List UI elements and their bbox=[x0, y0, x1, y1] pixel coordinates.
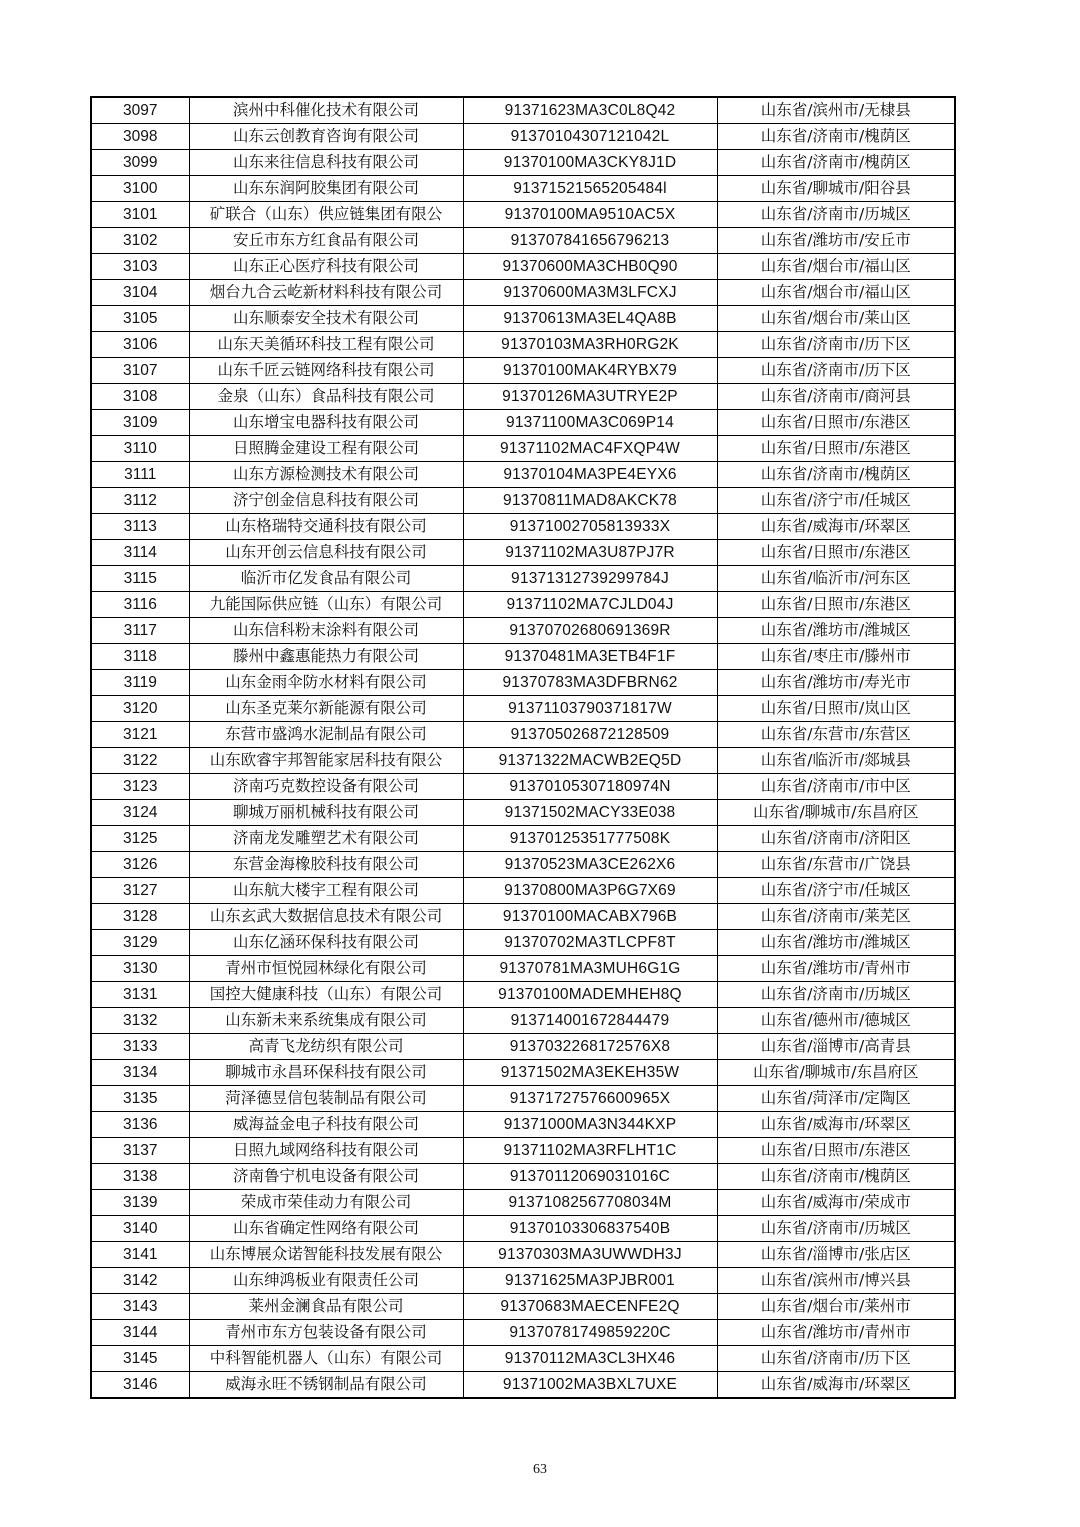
table-row bbox=[91, 280, 955, 306]
credit-code-cell: 91370683MAECENFE2Q bbox=[463, 1294, 717, 1320]
row-number-cell: 3129 bbox=[91, 930, 189, 956]
region-cell: 山东省/济南市/历城区 bbox=[717, 982, 955, 1008]
region-cell: 山东省/济南市/历城区 bbox=[717, 1216, 955, 1242]
credit-code-cell: 91370303MA3UWWDH3J bbox=[463, 1242, 717, 1268]
row-number-cell: 3116 bbox=[91, 592, 189, 618]
row-number-cell: 3100 bbox=[91, 176, 189, 202]
credit-code-cell: 91371100MA3C069P14 bbox=[463, 410, 717, 436]
table-row bbox=[91, 826, 955, 852]
row-number-cell: 3140 bbox=[91, 1216, 189, 1242]
table-row bbox=[91, 384, 955, 410]
row-number-cell: 3114 bbox=[91, 540, 189, 566]
row-number-cell: 3120 bbox=[91, 696, 189, 722]
row-number-cell: 3141 bbox=[91, 1242, 189, 1268]
region-cell: 山东省/烟台市/福山区 bbox=[717, 280, 955, 306]
row-number-cell: 3108 bbox=[91, 384, 189, 410]
credit-code-cell: 91370112MA3CL3HX46 bbox=[463, 1346, 717, 1372]
credit-code-cell: 91371000MA3N344KXP bbox=[463, 1112, 717, 1138]
region-cell: 山东省/临沂市/郯城县 bbox=[717, 748, 955, 774]
region-cell: 山东省/日照市/东港区 bbox=[717, 436, 955, 462]
row-number-cell: 3138 bbox=[91, 1164, 189, 1190]
region-cell: 山东省/临沂市/河东区 bbox=[717, 566, 955, 592]
region-cell: 山东省/日照市/岚山区 bbox=[717, 696, 955, 722]
company-name-cell: 日照九域网络科技有限公司 bbox=[189, 1138, 463, 1164]
company-name-cell: 威海永旺不锈钢制品有限公司 bbox=[189, 1372, 463, 1399]
row-number-cell: 3113 bbox=[91, 514, 189, 540]
region-cell: 山东省/日照市/东港区 bbox=[717, 540, 955, 566]
credit-code-cell: 91371312739299784J bbox=[463, 566, 717, 592]
credit-code-cell: 91370481MA3ETB4F1F bbox=[463, 644, 717, 670]
region-cell: 山东省/菏泽市/定陶区 bbox=[717, 1086, 955, 1112]
credit-code-cell: 91371002MA3BXL7UXE bbox=[463, 1372, 717, 1399]
row-number-cell: 3137 bbox=[91, 1138, 189, 1164]
row-number-cell: 3115 bbox=[91, 566, 189, 592]
table-row bbox=[91, 306, 955, 332]
row-number-cell: 3143 bbox=[91, 1294, 189, 1320]
region-cell: 山东省/聊城市/东昌府区 bbox=[717, 800, 955, 826]
region-cell: 山东省/济南市/市中区 bbox=[717, 774, 955, 800]
table-row bbox=[91, 956, 955, 982]
credit-code-cell: 91370126MA3UTRYE2P bbox=[463, 384, 717, 410]
credit-code-cell: 91370702680691369R bbox=[463, 618, 717, 644]
region-cell: 山东省/威海市/环翠区 bbox=[717, 1372, 955, 1399]
company-name-cell: 东营市盛鸿水泥制品有限公司 bbox=[189, 722, 463, 748]
region-cell: 山东省/日照市/东港区 bbox=[717, 1138, 955, 1164]
credit-code-cell: 91370781MA3MUH6G1G bbox=[463, 956, 717, 982]
company-name-cell: 山东新未来系统集成有限公司 bbox=[189, 1008, 463, 1034]
row-number-cell: 3125 bbox=[91, 826, 189, 852]
table-row bbox=[91, 514, 955, 540]
company-name-cell: 滕州中鑫惠能热力有限公司 bbox=[189, 644, 463, 670]
table-row bbox=[91, 1060, 955, 1086]
table-row bbox=[91, 462, 955, 488]
row-number-cell: 3128 bbox=[91, 904, 189, 930]
credit-code-cell: 91370600MA3CHB0Q90 bbox=[463, 254, 717, 280]
company-name-cell: 山东信科粉末涂料有限公司 bbox=[189, 618, 463, 644]
region-cell: 山东省/潍坊市/安丘市 bbox=[717, 228, 955, 254]
table-row bbox=[91, 1346, 955, 1372]
credit-code-cell: 91370104MA3PE4EYX6 bbox=[463, 462, 717, 488]
table-row bbox=[91, 124, 955, 150]
region-cell: 山东省/威海市/环翠区 bbox=[717, 1112, 955, 1138]
region-cell: 山东省/潍坊市/潍城区 bbox=[717, 618, 955, 644]
region-cell: 山东省/滨州市/博兴县 bbox=[717, 1268, 955, 1294]
company-name-cell: 山东云创教育咨询有限公司 bbox=[189, 124, 463, 150]
company-name-cell: 中科智能机器人（山东）有限公司 bbox=[189, 1346, 463, 1372]
table-row bbox=[91, 566, 955, 592]
company-registry-table bbox=[90, 96, 956, 1399]
region-cell: 山东省/淄博市/高青县 bbox=[717, 1034, 955, 1060]
row-number-cell: 3107 bbox=[91, 358, 189, 384]
table-row bbox=[91, 592, 955, 618]
region-cell: 山东省/济宁市/任城区 bbox=[717, 488, 955, 514]
company-name-cell: 日照腾金建设工程有限公司 bbox=[189, 436, 463, 462]
region-cell: 山东省/潍坊市/青州市 bbox=[717, 956, 955, 982]
table-row bbox=[91, 1320, 955, 1346]
table-row bbox=[91, 1112, 955, 1138]
row-number-cell: 3121 bbox=[91, 722, 189, 748]
row-number-cell: 3109 bbox=[91, 410, 189, 436]
credit-code-cell: 91371102MA7CJLD04J bbox=[463, 592, 717, 618]
table-row bbox=[91, 722, 955, 748]
credit-code-cell: 91371103790371817W bbox=[463, 696, 717, 722]
credit-code-cell: 91370125351777508K bbox=[463, 826, 717, 852]
credit-code-cell: 91370100MA3CKY8J1D bbox=[463, 150, 717, 176]
table-row bbox=[91, 852, 955, 878]
company-name-cell: 山东方源检测技术有限公司 bbox=[189, 462, 463, 488]
region-cell: 山东省/济南市/历城区 bbox=[717, 202, 955, 228]
table-row bbox=[91, 1086, 955, 1112]
row-number-cell: 3111 bbox=[91, 462, 189, 488]
company-name-cell: 山东玄武大数据信息技术有限公司 bbox=[189, 904, 463, 930]
row-number-cell: 3131 bbox=[91, 982, 189, 1008]
region-cell: 山东省/烟台市/莱州市 bbox=[717, 1294, 955, 1320]
row-number-cell: 3146 bbox=[91, 1372, 189, 1399]
region-cell: 山东省/烟台市/福山区 bbox=[717, 254, 955, 280]
credit-code-cell: 91371623MA3C0L8Q42 bbox=[463, 97, 717, 124]
row-number-cell: 3102 bbox=[91, 228, 189, 254]
credit-code-cell: 91370783MA3DFBRN62 bbox=[463, 670, 717, 696]
region-cell: 山东省/潍坊市/青州市 bbox=[717, 1320, 955, 1346]
table-row bbox=[91, 774, 955, 800]
credit-code-cell: 91370100MA9510AC5X bbox=[463, 202, 717, 228]
table-row bbox=[91, 202, 955, 228]
row-number-cell: 3098 bbox=[91, 124, 189, 150]
company-name-cell: 青州市恒悦园林绿化有限公司 bbox=[189, 956, 463, 982]
region-cell: 山东省/济南市/济阳区 bbox=[717, 826, 955, 852]
credit-code-cell: 91370112069031016C bbox=[463, 1164, 717, 1190]
credit-code-cell: 91370100MAK4RYBX79 bbox=[463, 358, 717, 384]
company-name-cell: 山东东润阿胶集团有限公司 bbox=[189, 176, 463, 202]
row-number-cell: 3132 bbox=[91, 1008, 189, 1034]
table-row bbox=[91, 1034, 955, 1060]
row-number-cell: 3101 bbox=[91, 202, 189, 228]
row-number-cell: 3136 bbox=[91, 1112, 189, 1138]
table-row bbox=[91, 358, 955, 384]
credit-code-cell: 91371102MA3RFLHT1C bbox=[463, 1138, 717, 1164]
credit-code-cell: 91371727576600965X bbox=[463, 1086, 717, 1112]
credit-code-cell: 91371002705813933X bbox=[463, 514, 717, 540]
table-row bbox=[91, 410, 955, 436]
company-name-cell: 菏泽德昱信包装制品有限公司 bbox=[189, 1086, 463, 1112]
row-number-cell: 3118 bbox=[91, 644, 189, 670]
credit-code-cell: 91370600MA3M3LFCXJ bbox=[463, 280, 717, 306]
company-name-cell: 山东金雨伞防水材料有限公司 bbox=[189, 670, 463, 696]
table-row bbox=[91, 878, 955, 904]
company-name-cell: 济南巧克数控设备有限公司 bbox=[189, 774, 463, 800]
credit-code-cell: 91370103306837540B bbox=[463, 1216, 717, 1242]
company-name-cell: 临沂市亿发食品有限公司 bbox=[189, 566, 463, 592]
table-row bbox=[91, 618, 955, 644]
region-cell: 山东省/潍坊市/寿光市 bbox=[717, 670, 955, 696]
table-row bbox=[91, 1008, 955, 1034]
credit-code-cell: 91370103MA3RH0RG2K bbox=[463, 332, 717, 358]
table-row bbox=[91, 1190, 955, 1216]
table-row bbox=[91, 748, 955, 774]
page-number: 63 bbox=[533, 1462, 547, 1477]
table-row bbox=[91, 800, 955, 826]
region-cell: 山东省/枣庄市/滕州市 bbox=[717, 644, 955, 670]
company-name-cell: 高青飞龙纺织有限公司 bbox=[189, 1034, 463, 1060]
row-number-cell: 3133 bbox=[91, 1034, 189, 1060]
region-cell: 山东省/威海市/荣成市 bbox=[717, 1190, 955, 1216]
row-number-cell: 3124 bbox=[91, 800, 189, 826]
row-number-cell: 3097 bbox=[91, 97, 189, 124]
company-name-cell: 烟台九合云屹新材料科技有限公司 bbox=[189, 280, 463, 306]
table-row bbox=[91, 1164, 955, 1190]
table-row bbox=[91, 332, 955, 358]
company-name-cell: 矿联合（山东）供应链集团有限公 bbox=[189, 202, 463, 228]
row-number-cell: 3106 bbox=[91, 332, 189, 358]
company-name-cell: 聊城万丽机械科技有限公司 bbox=[189, 800, 463, 826]
region-cell: 山东省/济南市/商河县 bbox=[717, 384, 955, 410]
row-number-cell: 3105 bbox=[91, 306, 189, 332]
row-number-cell: 3099 bbox=[91, 150, 189, 176]
row-number-cell: 3123 bbox=[91, 774, 189, 800]
region-cell: 山东省/日照市/东港区 bbox=[717, 410, 955, 436]
table-row bbox=[91, 436, 955, 462]
row-number-cell: 3144 bbox=[91, 1320, 189, 1346]
row-number-cell: 3130 bbox=[91, 956, 189, 982]
row-number-cell: 3142 bbox=[91, 1268, 189, 1294]
company-name-cell: 山东欧睿宇邦智能家居科技有限公 bbox=[189, 748, 463, 774]
credit-code-cell: 91371521565205484l bbox=[463, 176, 717, 202]
region-cell: 山东省/东营市/东营区 bbox=[717, 722, 955, 748]
row-number-cell: 3135 bbox=[91, 1086, 189, 1112]
table-row bbox=[91, 1268, 955, 1294]
company-name-cell: 聊城市永昌环保科技有限公司 bbox=[189, 1060, 463, 1086]
region-cell: 山东省/东营市/广饶县 bbox=[717, 852, 955, 878]
credit-code-cell: 9137032268172576X8 bbox=[463, 1034, 717, 1060]
company-name-cell: 山东顺泰安全技术有限公司 bbox=[189, 306, 463, 332]
region-cell: 山东省/潍坊市/潍城区 bbox=[717, 930, 955, 956]
table-row bbox=[91, 540, 955, 566]
table-row bbox=[91, 644, 955, 670]
table-row bbox=[91, 982, 955, 1008]
row-number-cell: 3112 bbox=[91, 488, 189, 514]
company-name-cell: 山东正心医疗科技有限公司 bbox=[189, 254, 463, 280]
region-cell: 山东省/济南市/莱芜区 bbox=[717, 904, 955, 930]
region-cell: 山东省/聊城市/阳谷县 bbox=[717, 176, 955, 202]
table-row bbox=[91, 930, 955, 956]
company-name-cell: 山东格瑞特交通科技有限公司 bbox=[189, 514, 463, 540]
row-number-cell: 3103 bbox=[91, 254, 189, 280]
company-name-cell: 山东开创云信息科技有限公司 bbox=[189, 540, 463, 566]
row-number-cell: 3110 bbox=[91, 436, 189, 462]
table-body bbox=[91, 97, 955, 1398]
table-row bbox=[91, 228, 955, 254]
table-row bbox=[91, 254, 955, 280]
region-cell: 山东省/滨州市/无棣县 bbox=[717, 97, 955, 124]
region-cell: 山东省/威海市/环翠区 bbox=[717, 514, 955, 540]
table-row bbox=[91, 1216, 955, 1242]
region-cell: 山东省/聊城市/东昌府区 bbox=[717, 1060, 955, 1086]
company-name-cell: 山东绅鸿板业有限责任公司 bbox=[189, 1268, 463, 1294]
company-name-cell: 山东省确定性网络有限公司 bbox=[189, 1216, 463, 1242]
region-cell: 山东省/济南市/历下区 bbox=[717, 332, 955, 358]
company-name-cell: 山东圣克莱尔新能源有限公司 bbox=[189, 696, 463, 722]
row-number-cell: 3145 bbox=[91, 1346, 189, 1372]
region-cell: 山东省/烟台市/莱山区 bbox=[717, 306, 955, 332]
company-name-cell: 东营金海橡胶科技有限公司 bbox=[189, 852, 463, 878]
row-number-cell: 3126 bbox=[91, 852, 189, 878]
company-name-cell: 滨州中科催化技术有限公司 bbox=[189, 97, 463, 124]
region-cell: 山东省/济南市/槐荫区 bbox=[717, 1164, 955, 1190]
credit-code-cell: 91370800MA3P6G7X69 bbox=[463, 878, 717, 904]
credit-code-cell: 91371322MACWB2EQ5D bbox=[463, 748, 717, 774]
region-cell: 山东省/济南市/历下区 bbox=[717, 358, 955, 384]
table-row bbox=[91, 1372, 955, 1399]
table-row bbox=[91, 1242, 955, 1268]
credit-code-cell: 91370613MA3EL4QA8B bbox=[463, 306, 717, 332]
credit-code-cell: 913707841656796213 bbox=[463, 228, 717, 254]
row-number-cell: 3104 bbox=[91, 280, 189, 306]
credit-code-cell: 913714001672844479 bbox=[463, 1008, 717, 1034]
company-name-cell: 安丘市东方红食品有限公司 bbox=[189, 228, 463, 254]
credit-code-cell: 91371625MA3PJBR001 bbox=[463, 1268, 717, 1294]
credit-code-cell: 91370100MADEMHEH8Q bbox=[463, 982, 717, 1008]
row-number-cell: 3122 bbox=[91, 748, 189, 774]
region-cell: 山东省/日照市/东港区 bbox=[717, 592, 955, 618]
credit-code-cell: 91371502MA3EKEH35W bbox=[463, 1060, 717, 1086]
region-cell: 山东省/淄博市/张店区 bbox=[717, 1242, 955, 1268]
company-name-cell: 山东增宝电器科技有限公司 bbox=[189, 410, 463, 436]
company-name-cell: 荣成市荣佳动力有限公司 bbox=[189, 1190, 463, 1216]
credit-code-cell: 91371102MAC4FXQP4W bbox=[463, 436, 717, 462]
region-cell: 山东省/济南市/槐荫区 bbox=[717, 150, 955, 176]
credit-code-cell: 91371102MA3U87PJ7R bbox=[463, 540, 717, 566]
row-number-cell: 3117 bbox=[91, 618, 189, 644]
company-name-cell: 山东博展众诺智能科技发展有限公 bbox=[189, 1242, 463, 1268]
company-name-cell: 山东航大楼宇工程有限公司 bbox=[189, 878, 463, 904]
table-row bbox=[91, 97, 955, 124]
credit-code-cell: 91370523MA3CE262X6 bbox=[463, 852, 717, 878]
company-name-cell: 山东亿涵环保科技有限公司 bbox=[189, 930, 463, 956]
credit-code-cell: 91370100MACABX796B bbox=[463, 904, 717, 930]
table-row bbox=[91, 696, 955, 722]
region-cell: 山东省/德州市/德城区 bbox=[717, 1008, 955, 1034]
row-number-cell: 3134 bbox=[91, 1060, 189, 1086]
region-cell: 山东省/济南市/槐荫区 bbox=[717, 124, 955, 150]
company-name-cell: 九能国际供应链（山东）有限公司 bbox=[189, 592, 463, 618]
region-cell: 山东省/济南市/历下区 bbox=[717, 1346, 955, 1372]
table-row bbox=[91, 176, 955, 202]
company-name-cell: 山东来往信息科技有限公司 bbox=[189, 150, 463, 176]
credit-code-cell: 91370104307121042L bbox=[463, 124, 717, 150]
region-cell: 山东省/济南市/槐荫区 bbox=[717, 462, 955, 488]
row-number-cell: 3139 bbox=[91, 1190, 189, 1216]
table-row bbox=[91, 150, 955, 176]
table-row bbox=[91, 670, 955, 696]
table-row bbox=[91, 488, 955, 514]
credit-code-cell: 913705026872128509 bbox=[463, 722, 717, 748]
company-name-cell: 金泉（山东）食品科技有限公司 bbox=[189, 384, 463, 410]
company-name-cell: 济宁创金信息科技有限公司 bbox=[189, 488, 463, 514]
company-name-cell: 济南鲁宁机电设备有限公司 bbox=[189, 1164, 463, 1190]
company-name-cell: 威海益金电子科技有限公司 bbox=[189, 1112, 463, 1138]
region-cell: 山东省/济宁市/任城区 bbox=[717, 878, 955, 904]
credit-code-cell: 91371502MACY33E038 bbox=[463, 800, 717, 826]
table-row bbox=[91, 1138, 955, 1164]
credit-code-cell: 91370781749859220C bbox=[463, 1320, 717, 1346]
credit-code-cell: 91370105307180974N bbox=[463, 774, 717, 800]
company-name-cell: 国控大健康科技（山东）有限公司 bbox=[189, 982, 463, 1008]
credit-code-cell: 91370811MAD8AKCK78 bbox=[463, 488, 717, 514]
table-row bbox=[91, 1294, 955, 1320]
credit-code-cell: 91370702MA3TLCPF8T bbox=[463, 930, 717, 956]
company-name-cell: 青州市东方包装设备有限公司 bbox=[189, 1320, 463, 1346]
row-number-cell: 3119 bbox=[91, 670, 189, 696]
company-name-cell: 山东千匠云链网络科技有限公司 bbox=[189, 358, 463, 384]
company-name-cell: 山东天美循环科技工程有限公司 bbox=[189, 332, 463, 358]
row-number-cell: 3127 bbox=[91, 878, 189, 904]
company-name-cell: 济南龙发雕塑艺术有限公司 bbox=[189, 826, 463, 852]
credit-code-cell: 91371082567708034M bbox=[463, 1190, 717, 1216]
company-name-cell: 莱州金澜食品有限公司 bbox=[189, 1294, 463, 1320]
table-row bbox=[91, 904, 955, 930]
